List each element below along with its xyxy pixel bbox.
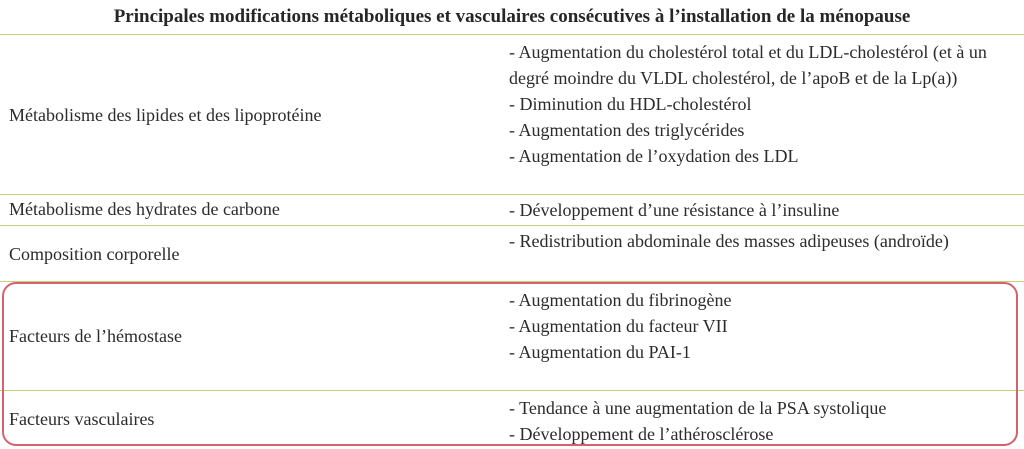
row-items (509, 228, 1009, 254)
table-row (0, 226, 1024, 282)
row-items (509, 395, 1009, 447)
list-item: - Tendance à une augmentation de la PSA systolique (509, 398, 887, 418)
table-row (0, 282, 1024, 391)
list-item: - Augmentation du cholestérol total et du LDL-cholestérol (et à un degré moindre du VLDL cholestérol, de l’apoB et de la Lp(a)) (509, 42, 987, 88)
list-item: - Diminution du HDL-cholestérol (509, 94, 752, 114)
table-title: Principales modifications métaboliques et vasculaires consécutives à l’installation de la ménopause (0, 0, 1024, 35)
row-items (509, 197, 1009, 223)
list-item: - Développement de l’athérosclérose (509, 424, 774, 444)
row-category: Métabolisme des hydrates de carbone (9, 199, 280, 219)
row-items (509, 39, 1009, 169)
list-item: - Augmentation de l’oxydation des LDL (509, 146, 799, 166)
table-row (0, 391, 1024, 449)
row-category: Métabolisme des lipides et des lipoprotéine (9, 105, 322, 125)
list-item: - Augmentation des triglycérides (509, 120, 745, 140)
table-row (0, 195, 1024, 226)
list-item: - Augmentation du PAI-1 (509, 342, 691, 362)
list-item: - Développement d’une résistance à l’insuline (509, 200, 840, 220)
row-category: Facteurs vasculaires (9, 409, 155, 429)
list-item: - Augmentation du fibrinogène (509, 290, 732, 310)
row-category: Facteurs de l’hémostase (9, 326, 182, 346)
list-item: - Redistribution abdominale des masses adipeuses (androïde) (509, 231, 949, 251)
row-category: Composition corporelle (9, 244, 180, 264)
row-items (509, 287, 1009, 365)
table-row (0, 35, 1024, 195)
list-item: - Augmentation du facteur VII (509, 316, 728, 336)
